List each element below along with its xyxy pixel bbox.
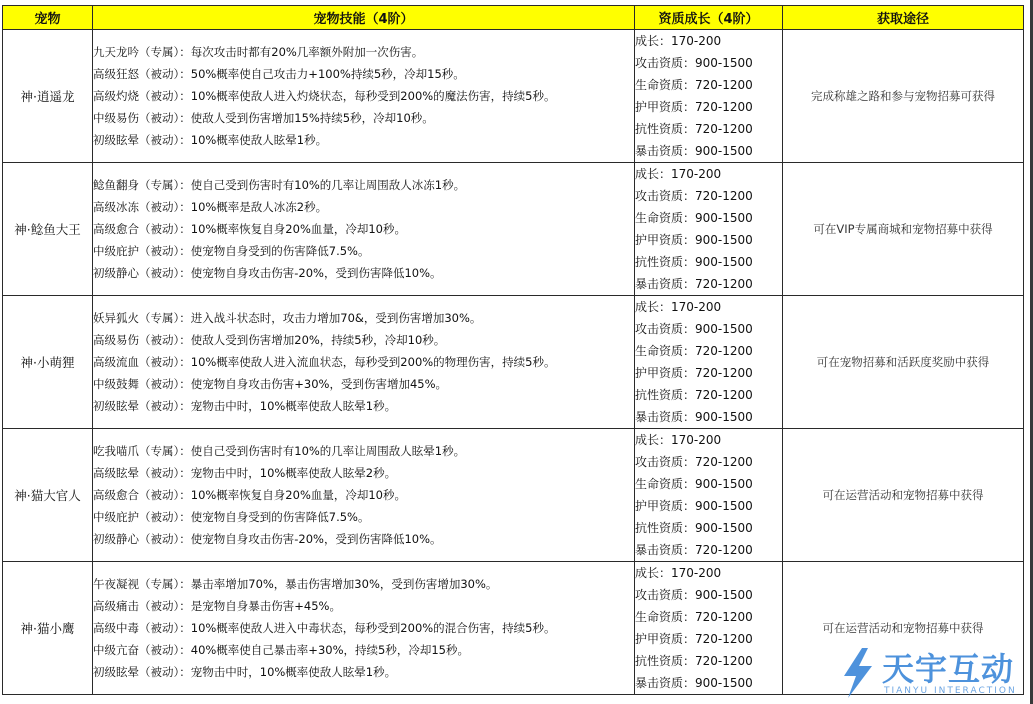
header-growth: 资质成长（4阶） bbox=[635, 6, 783, 30]
skill-line: 高级愈合（被动）：10%概率恢复自身20%血量，冷却10秒。 bbox=[93, 488, 407, 502]
stat-line: 暴击资质：900-1500 bbox=[635, 144, 753, 158]
stat-line: 成长：170-200 bbox=[635, 34, 722, 48]
pet-name: 神·小萌狸 bbox=[3, 296, 93, 429]
skill-line: 初级眩晕（被动）：宠物击中时，10%概率使敌人眩晕1秒。 bbox=[93, 399, 397, 413]
pet-skills bbox=[93, 562, 635, 695]
stat-line: 成长：170-200 bbox=[635, 167, 722, 181]
stat-line: 成长：170-200 bbox=[635, 300, 722, 314]
skill-line: 中级鼓舞（被动）：使宠物自身攻击伤害+30%，受到伤害增加45%。 bbox=[93, 377, 448, 391]
header-skills: 宠物技能（4阶） bbox=[93, 6, 635, 30]
skill-line: 中级亢奋（被动）：40%概率使自己暴击率+30%，持续5秒，冷却15秒。 bbox=[93, 643, 469, 657]
stat-line: 成长：170-200 bbox=[635, 566, 722, 580]
pet-obtain: 可在运营活动和宠物招募中获得 bbox=[783, 562, 1024, 695]
pet-obtain: 可在宠物招募和活跃度奖励中获得 bbox=[783, 296, 1024, 429]
skill-line: 中级易伤（被动）：使敌人受到伤害增加15%持续5秒，冷却10秒。 bbox=[93, 111, 434, 125]
stat-line: 生命资质：720-1200 bbox=[635, 344, 753, 358]
skill-line: 高级痛击（被动）：是宠物自身暴击伤害+45%。 bbox=[93, 599, 341, 613]
skill-line: 初级静心（被动）：使宠物自身攻击伤害-20%，受到伤害降低10%。 bbox=[93, 532, 442, 546]
stat-line: 攻击资质：900-1500 bbox=[635, 322, 753, 336]
stat-line: 暴击资质：720-1200 bbox=[635, 543, 753, 557]
pet-stats bbox=[635, 296, 783, 429]
stat-line: 成长：170-200 bbox=[635, 433, 722, 447]
stat-line: 暴击资质：900-1500 bbox=[635, 676, 753, 690]
pet-name: 神·鲶鱼大王 bbox=[3, 163, 93, 296]
stat-line: 抗性资质：720-1200 bbox=[635, 654, 753, 668]
skill-line: 高级狂怒（被动）：50%概率使自己攻击力+100%持续5秒，冷却15秒。 bbox=[93, 67, 465, 81]
watermark-brand: 天宇互动 bbox=[882, 650, 1015, 688]
table-row bbox=[3, 30, 1024, 163]
stat-line: 抗性资质：900-1500 bbox=[635, 521, 753, 535]
watermark bbox=[830, 642, 1030, 704]
stat-line: 护甲资质：720-1200 bbox=[635, 100, 753, 114]
skill-line: 午夜凝视（专属）：暴击率增加70%，暴击伤害增加30%，受到伤害增加30%。 bbox=[93, 577, 498, 591]
skill-line: 吃我喵爪（专属）：使自己受到伤害时有10%的几率让周围敌人眩晕1秒。 bbox=[93, 444, 466, 458]
stat-line: 抗性资质：720-1200 bbox=[635, 388, 753, 402]
skill-line: 高级中毒（被动）：10%概率使敌人进入中毒状态，每秒受到200%的混合伤害，持续5秒。 bbox=[93, 621, 556, 635]
stat-line: 护甲资质：900-1500 bbox=[635, 233, 753, 247]
skill-line: 高级易伤（被动）：使敌人受到伤害增加20%，持续5秒，冷却10秒。 bbox=[93, 333, 446, 347]
table-row bbox=[3, 429, 1024, 562]
stat-line: 暴击资质：900-1500 bbox=[635, 410, 753, 424]
skill-line: 九天龙吟（专属）：每次攻击时都有20%几率额外附加一次伤害。 bbox=[93, 45, 424, 59]
stat-line: 攻击资质：900-1500 bbox=[635, 588, 753, 602]
pet-table bbox=[2, 5, 1024, 695]
table-row bbox=[3, 163, 1024, 296]
pet-skills bbox=[93, 163, 635, 296]
brand-logo-icon bbox=[834, 646, 880, 700]
pet-obtain: 可在VIP专属商城和宠物招募中获得 bbox=[783, 163, 1024, 296]
pet-skills bbox=[93, 429, 635, 562]
stat-line: 护甲资质：720-1200 bbox=[635, 632, 753, 646]
pet-stats bbox=[635, 163, 783, 296]
stat-line: 攻击资质：720-1200 bbox=[635, 455, 753, 469]
stat-line: 生命资质：720-1200 bbox=[635, 610, 753, 624]
stat-line: 生命资质：720-1200 bbox=[635, 78, 753, 92]
table-row bbox=[3, 296, 1024, 429]
pet-stats bbox=[635, 429, 783, 562]
pet-name: 神·逍遥龙 bbox=[3, 30, 93, 163]
skill-line: 高级灼烧（被动）：10%概率使敌人进入灼烧状态，每秒受到200%的魔法伤害，持续5秒。 bbox=[93, 89, 556, 103]
stat-line: 生命资质：900-1500 bbox=[635, 211, 753, 225]
stat-line: 护甲资质：900-1500 bbox=[635, 499, 753, 513]
skill-line: 初级静心（被动）：使宠物自身攻击伤害-20%，受到伤害降低10%。 bbox=[93, 266, 442, 280]
header-row bbox=[3, 6, 1024, 30]
header-pet: 宠物 bbox=[3, 6, 93, 30]
skill-line: 高级愈合（被动）：10%概率恢复自身20%血量，冷却10秒。 bbox=[93, 222, 407, 236]
skill-line: 高级冰冻（被动）：10%概率是敌人冰冻2秒。 bbox=[93, 200, 328, 214]
skill-line: 中级庇护（被动）：使宠物自身受到的伤害降低7.5%。 bbox=[93, 244, 370, 258]
pet-skills bbox=[93, 30, 635, 163]
stat-line: 暴击资质：720-1200 bbox=[635, 277, 753, 291]
stat-line: 抗性资质：720-1200 bbox=[635, 122, 753, 136]
pet-name: 神·猫小鹰 bbox=[3, 562, 93, 695]
skill-line: 高级流血（被动）：10%概率使敌人进入流血状态，每秒受到200%的物理伤害，持续5秒。 bbox=[93, 355, 556, 369]
pet-name: 神·猫大官人 bbox=[3, 429, 93, 562]
pet-obtain: 可在运营活动和宠物招募中获得 bbox=[783, 429, 1024, 562]
stat-line: 攻击资质：900-1500 bbox=[635, 56, 753, 70]
stat-line: 攻击资质：720-1200 bbox=[635, 189, 753, 203]
skill-line: 中级庇护（被动）：使宠物自身受到的伤害降低7.5%。 bbox=[93, 510, 370, 524]
watermark-sub: TIANYU INTERACTION bbox=[884, 686, 1017, 696]
skill-line: 高级眩晕（被动）：宠物击中时，10%概率使敌人眩晕2秒。 bbox=[93, 466, 397, 480]
skill-line: 初级眩晕（被动）：10%概率使敌人眩晕1秒。 bbox=[93, 133, 328, 147]
stat-line: 抗性资质：900-1500 bbox=[635, 255, 753, 269]
stat-line: 生命资质：900-1500 bbox=[635, 477, 753, 491]
skill-line: 鲶鱼翻身（专属）：使自己受到伤害时有10%的几率让周围敌人冰冻1秒。 bbox=[93, 178, 466, 192]
skill-line: 妖异狐火（专属）：进入战斗状态时，攻击力增加70&，受到伤害增加30%。 bbox=[93, 311, 482, 325]
pet-obtain: 完成称雄之路和参与宠物招募可获得 bbox=[783, 30, 1024, 163]
header-obtain: 获取途径 bbox=[783, 6, 1024, 30]
pet-skills bbox=[93, 296, 635, 429]
stat-line: 护甲资质：720-1200 bbox=[635, 366, 753, 380]
pet-stats bbox=[635, 562, 783, 695]
pet-stats bbox=[635, 30, 783, 163]
skill-line: 初级眩晕（被动）：宠物击中时，10%概率使敌人眩晕1秒。 bbox=[93, 665, 397, 679]
